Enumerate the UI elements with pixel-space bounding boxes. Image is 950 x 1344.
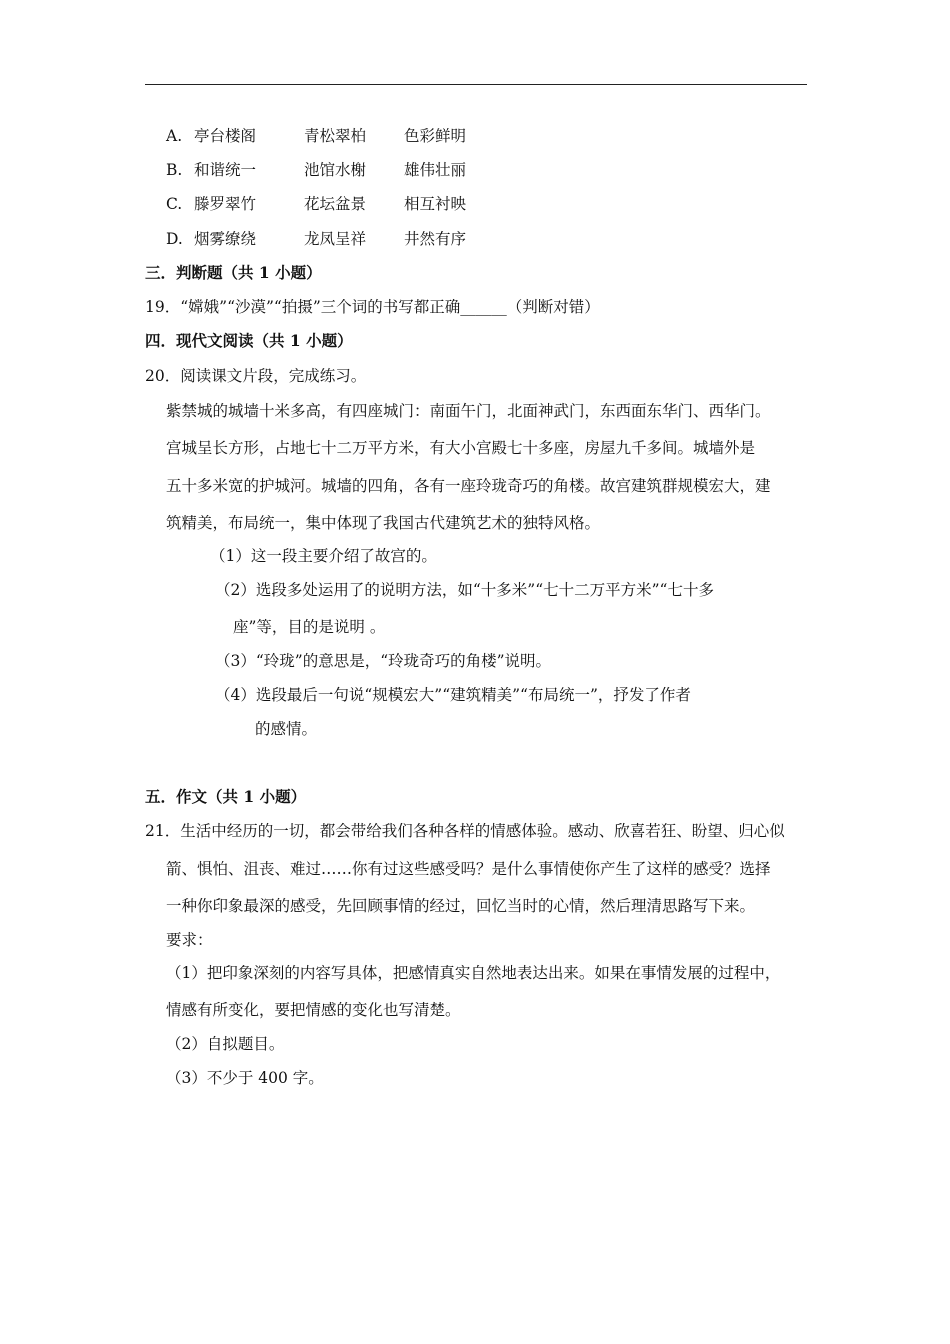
sub-question-3: （3）“玲珑”的意思是，“玲珑奇巧的角楼”说明。 xyxy=(215,652,552,670)
question-20: 20．阅读课文片段，完成练习。 xyxy=(145,367,367,385)
option-d: D. 烟雾缭绕 龙凤呈祥 井然有序 xyxy=(166,230,467,248)
requirement-3: （3）不少于 400 字。 xyxy=(166,1069,324,1087)
option-b: B. 和谐统一 池馆水榭 雄伟壮丽 xyxy=(166,161,467,179)
sub-question-2-cont: 座”等，目的是说明 。 xyxy=(233,618,386,636)
sub-question-2: （2）选段多处运用了的说明方法，如“十多米”“七十二万平方米”“七十多 xyxy=(215,581,714,599)
header-rule xyxy=(145,84,807,85)
option-a: A. 亭台楼阁 青松翠柏 色彩鲜明 xyxy=(166,127,467,145)
passage-line-4: 筑精美，布局统一，集中体现了我国古代建筑艺术的独特风格。 xyxy=(166,514,601,532)
sub-question-4: （4）选段最后一句说“规模宏大”“建筑精美”“布局统一”，抒发了作者 xyxy=(215,686,691,704)
option-c: C. 滕罗翠竹 花坛盆景 相互衬映 xyxy=(166,195,467,213)
requirement-1-cont: 情感有所变化，要把情感的变化也写清楚。 xyxy=(166,1001,461,1019)
passage-line-2: 宫城呈长方形，占地七十二万平方米，有大小宫殿七十多座，房屋九千多间。城墙外是 xyxy=(166,439,756,457)
sub-question-4-cont: 的感情。 xyxy=(255,720,318,738)
passage-line-3: 五十多米宽的护城河。城墙的四角，各有一座玲珑奇巧的角楼。故宫建筑群规模宏大，建 xyxy=(166,477,771,495)
question-21-line-1: 21．生活中经历的一切，都会带给我们各种各样的情感体验。感动、欣喜若狂、盼望、归心似 xyxy=(145,822,785,840)
section-5-title: 五．作文（共 1 小题） xyxy=(145,787,307,806)
passage-line-1: 紫禁城的城墙十米多高，有四座城门：南面午门，北面神武门，东西面东华门、西华门。 xyxy=(166,402,771,420)
section-3-title: 三．判断题（共 1 小题） xyxy=(145,263,322,282)
requirement-2: （2）自拟题目。 xyxy=(166,1035,285,1053)
section-4-title: 四．现代文阅读（共 1 小题） xyxy=(145,331,353,350)
question-21-line-3: 一种你印象最深的感受，先回顾事情的经过，回忆当时的心情，然后理清思路写下来。 xyxy=(166,897,756,915)
sub-question-1: （1）这一段主要介绍了故宫的。 xyxy=(210,547,437,565)
question-21-line-2: 箭、惧怕、沮丧、难过……你有过这些感受吗？是什么事情使你产生了这样的感受？选择 xyxy=(166,860,771,878)
requirements-label: 要求： xyxy=(166,931,213,949)
question-19: 19．“嫦娥”“沙漠”“拍摄”三个词的书写都正确______（判断对错） xyxy=(145,298,600,316)
requirement-1: （1）把印象深刻的内容写具体，把感情真实自然地表达出来。如果在事情发展的过程中， xyxy=(166,964,781,982)
